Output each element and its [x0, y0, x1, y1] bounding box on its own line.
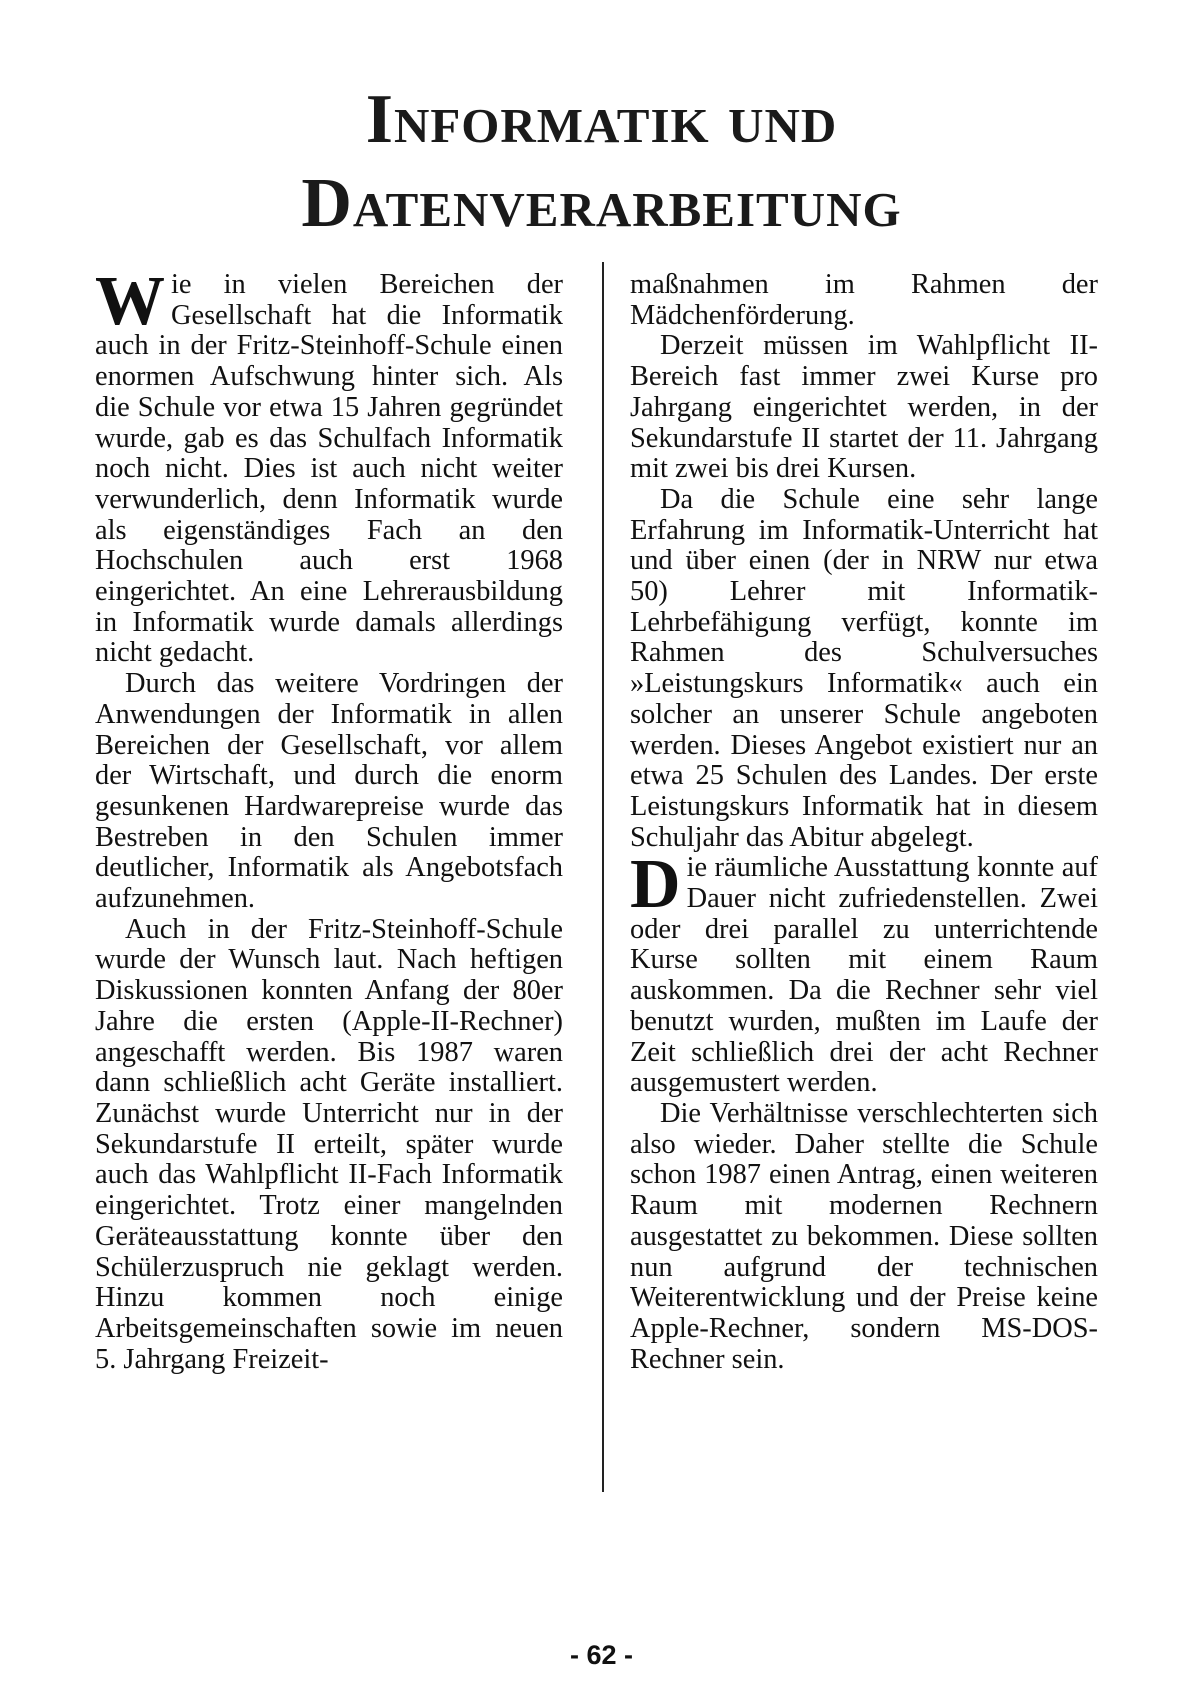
title-line-2: Datenverarbeitung — [301, 165, 902, 242]
drop-cap: W — [95, 263, 165, 340]
title-line-1: Informatik und — [365, 81, 838, 158]
paragraph-text: ie räumliche Ausstattung konnte auf Dauer nicht zufriedenstellen. Zwei oder drei parallel zu unterrichtende Kurse sollten mit einem Raum auskommen. Da die Rechner sehr viel benutzt wurden, mußten im Laufe der Zeit schließlich drei der acht Rechner ausgemustert werden. — [630, 852, 1098, 1099]
paragraph: Auch in der Fritz-Steinhoff-Schule wurde der Wunsch laut. Nach heftigen Diskussionen konnten Anfang der 80er Jahre die ersten (Apple-II-Rechner) angeschafft werden. Bis 1987 waren dann schließlich acht Geräte installiert. Zunächst wurde Unterricht nur in der Sekundarstufe II erteilt, später wurde auch das Wahlpflicht II-Fach Informatik eingerichtet. Trotz einer mangelnden Geräteausstattung konnte über den Schülerzuspruch nie geklagt werden. Hinzu kommen noch einige Arbeitsgemeinschaften sowie im neuen 5. Jahrgang Freizeit- — [95, 913, 563, 1375]
paragraph: maßnahmen im Rahmen der Mädchenförderung. — [630, 269, 1098, 331]
paragraph: Da die Schule eine sehr lange Erfahrung im Informatik-Unterricht hat und über einen (der in NRW nur etwa 50) Lehrer mit Informatik-Lehrbefähigung verfügt, konnte im Rahmen des Schulversuches »Leistungskurs Informatik« auch ein solcher an unserer Schule angeboten werden. Dieses Angebot existiert nur an etwa 25 Schulen des Landes. Der erste Leistungskurs Informatik hat in diesem Schuljahr das Abitur abgelegt. — [630, 483, 1098, 853]
paragraph: Die Verhältnisse verschlechterten sich also wieder. Daher stellte die Schule schon 1987 einen Antrag, einen weiteren Raum mit modernen Rechnern ausgestattet zu bekommen. Diese sollten nun aufgrund der technischen Weiterentwicklung und der Preise keine Apple-Rechner, sondern MS-DOS-Rechner sein. — [630, 1097, 1098, 1375]
right-column — [630, 270, 1098, 1375]
page-title — [0, 78, 1203, 246]
paragraph: Durch das weitere Vordringen der Anwendungen der Informatik in allen Bereichen der Gesellschaft, vor allem der Wirtschaft, und durch die enorm gesunkenen Hardwarepreise wurde das Bestreben in den Schulen immer deutlicher, Informatik als Angebotsfach aufzunehmen. — [95, 668, 563, 915]
left-column — [95, 263, 563, 1375]
paragraph: Derzeit müssen im Wahlpflicht II-Bereich fast immer zwei Kurse pro Jahrgang eingerichtet werden, in der Sekundarstufe II startet der 11. Jahrgang mit zwei bis drei Kursen. — [630, 330, 1098, 485]
paragraph-text: ie in vielen Bereichen der Gesellschaft hat die Informatik auch in der Fritz-Steinhoff-Schule einen enormen Aufschwung hinter sich. Als die Schule vor etwa 15 Jahren gegründet wurde, gab es das Schulfach Informatik noch nicht. Dies ist auch nicht weiter verwunderlich, denn Informatik wurde als eigenständiges Fach an den Hochschulen auch erst 1968 eingerichtet. An eine Lehrerausbildung in Informatik wurde damals allerdings nicht gedacht. — [95, 269, 563, 669]
page-number: - 62 - — [569, 1640, 634, 1670]
paragraph — [95, 263, 563, 669]
paragraph — [630, 846, 1098, 1099]
column-divider — [602, 262, 604, 1492]
drop-cap: D — [630, 846, 681, 924]
